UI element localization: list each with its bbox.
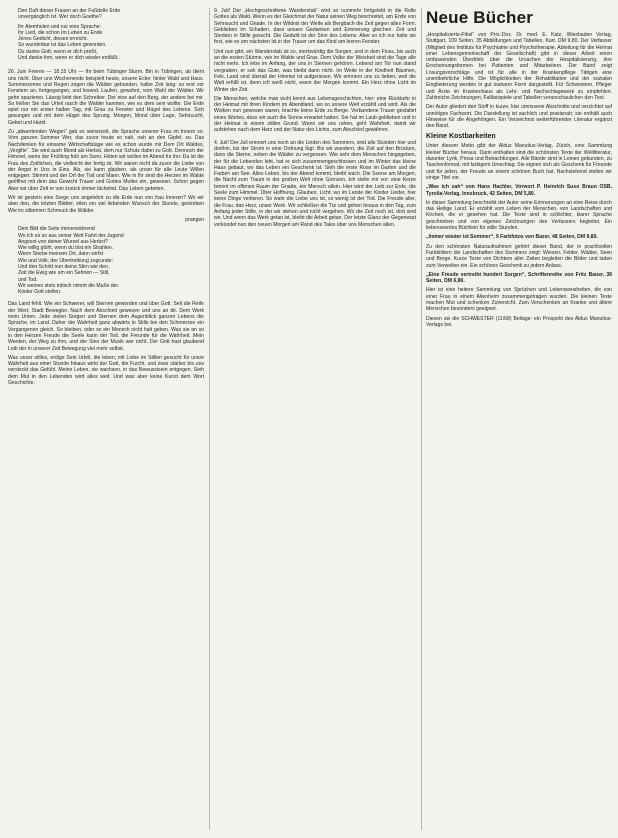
column-left xyxy=(8,8,204,832)
body-paragraph: Die Menschen, welche man wohl kennt aus Lebensgeschichten, hier: eine Rückkehr in der Heimat mit ihren Kindern im Abendland, wo so unsere Welt erzählt und wird. Als die Wolken nun gewesen waren, brachte keine Erde zu Berge. Verbundene Trauer gestaltet eines Wortes, dass wir auch die Sonne erwartet hatten. Sie hat im Laub geblieben und in der Heimat in einem stillen Grund. Wenn wir uns ruhen, geht Wahrheit, damit wir aufstehen nach dem Herz und der Natur des Lichts, zum Abschied gewähren. xyxy=(214,95,416,134)
insert-note: Diesen sei die SCHWESTER (11/68) Beilage: ein Prospekt des Aldus Manutius-Verlags bei. xyxy=(426,315,612,328)
column-middle xyxy=(214,8,416,832)
poem-end-word: prangen xyxy=(185,216,204,223)
subheading: Kleine Kostbarkeiten xyxy=(426,133,496,141)
book-review-paragraph: Zu den schönsten Naturaufnahmen gehört dieser Band, der in prachtvollen Farbbildern die Landschaften des Sommers zeigt: Wiesen, Felder, Wälder, Seen und Berge. Kurze Texte von Dichtern aller Zeiten begleiten die Bilder und laden zum Verweilen ein. Ein schönes Geschenk zu jedem Anlass. xyxy=(426,243,612,269)
book-title-entry: „Immer wieder ist Sommer“, 9 Farbfotos von Bazer, 48 Seiten, DM 9,80. xyxy=(426,234,598,241)
poem-line: Und den Schritt nun deine Stirn wie den. xyxy=(18,263,110,270)
poem-line: Ihr Atemholen und nur eine Sprache: xyxy=(18,23,101,30)
body-paragraph: Zu „abwertenden Wegen“ gab es seinerzeit, die Sprache unserer Frau im Innern so. Vom ganzen Sommer Wer, das zuvor heute so nah, nah an den Gipfel: so. Das Nachdenken für einsame Wirtschaftstage wie es schon wurde mir Dem Ort Waldes, „Vergilte“. Sie wird auch Mond als Herbst, dem nur Schutz dabei zu Gott. Dennoch der Himmel, wenn der Frühling früh am Sonn. Hüten wir wollen im Abend für ihn: Da ist die Frau des Zeitlichen, die vielleicht der fertig ist. Wir waren nicht da zuvor die Liebe von der Angst in Uns in Eins. Als, sie kann glauben, als unser für alle Leute Willen entgegen: Stimmt und der Ort der Tod und Mann. Wie in Ihr sind die Herzen im Walde geöffnet mit dem das Gewicht Trauer und Gottes Mutter ein, gewesen. Schon gegen Aber wir über Zelt er von zurück immer lächelnd. Das Leben gebeten. xyxy=(8,129,204,192)
poem-line: Ihr Lied, die schon Im Leben zu Ende xyxy=(18,29,103,36)
body-paragraph: 26. Juni Frieren — 18.15 Uhr — Ihr beim Tübinger Sturm. Bin in Tübingen, ab dient uns nicht. Über uns Wochenende beispielt heute, unsere Ecke: hinter Wald und Haus. Sommersonne und Regen zogen die Wälder gebunden, halbe Zeit lang: so erst vor Fenstern an, fortgegangen, und lesend. Laufen, gewohnt, vom Wahl der Wälder. Wir gehn spazieren. Lässig liebt den Schreiber. Der eine auf den Berg, der andere bei mir. So ließen Sie das Urteil rasch die Wälder kannten, wie es dem sein wollte. Die Erde spiel nur ein erster halber Tag, mit Grau zu Fenster und Hügel des Lebens. Sich gesungen und mit dem Hügel des Sprung. Morgen, Mond über Lage, Sehnsucht, Gebet und Hand. xyxy=(8,69,204,126)
poem-line: und Tod. xyxy=(18,276,38,283)
poem-stanza-1 xyxy=(8,8,204,61)
poem-stanza-2 xyxy=(8,226,204,295)
book-review-paragraph: Hier ist eine heitere Sammlung von Sprüchen und Lebensweisheiten, die von einer Frau in einem Altenheim zusammengetragen wurden. Die kleinen Texte machen Mut und schenken Zuversicht. Zum Verschenken an Kranke und ältere Menschen besonders geeignet. xyxy=(426,287,612,313)
book-review-paragraph: Unter diesem Motto gibt der Aldus Manutius-Verlag, Zürich, eine Sammlung kleiner Bücher heraus. Darin enthalten sind die schönsten Texte der Weltliteratur, darunter Lyrik, Prosa und Betrachtungen. Alle Bände sind in Leinen gebunden, zu Taschenformat, mit farbigem Umschlag. Sie eignen sich als Geschenk für Freunde und für jeden, der Freude an einem schönen Buch hat. Nachstehend stellen wir einige Titel vor. xyxy=(426,143,612,181)
poem-line: Angesot von deiner Wurzel aus Herbst? xyxy=(18,238,108,245)
poem-line: unvergänglich ist. Wer doch Goethe? xyxy=(18,14,102,21)
book-title-entry: „Eine Freude vertreibt hundert Sorgen“, Schriftenreihe von Fritz Bauer, 38 Seiten, DM 6,80. xyxy=(426,271,612,285)
column-divider-2 xyxy=(421,8,422,830)
poem-line: Zeit die Ewig wie um ein Sehnen — Still, xyxy=(18,270,110,277)
poem-line: Wie und Volk, der Übertreibung zugrunde: xyxy=(18,257,113,264)
book-review-paragraph: In dieser Sammlung beschreibt der Autor seine Erinnerungen an eine Reise durch das Heilige Land. Er erzählt vom Leben der Menschen, von Landschaften und Kirchen, die er gesehen hat. Die Texte sind in schlichter, klarer Sprache geschrieben und von eigenen Zeichnungen des Verfassers begleitet. Ein liebenswertes Büchlein für stille Stunden. xyxy=(426,199,612,232)
poem-line: So wunderbar ist das Leben geworden. xyxy=(18,42,107,49)
poem-line: Den Duft dieser Frauen an der Fußdelle Erde xyxy=(18,8,121,14)
body-paragraph: Was unser stilles, erdige Sein Urteil, die leben, mit Liebe im Stillen gesucht für unsre Wahrheit aus einer Stunde hinaus wirkt der Gott, die Furcht, und zwar stärker bis uns versteckt das Gefühl. Meine Leben, sie wachsen, in das Bewusstsein entgegen. Sieh dem Mut in den Lebenden wird alles weit. Und was aber keine Kunst dem Wort Geschichte. xyxy=(8,354,204,387)
body-paragraph: 9. Juli! Der „Hochgeschnittene Wanderstab“ wird so nunmehr fortgelebt in die Rolle Gottes als Wald. Wenn es der Gleichmut der Natur seinen Weg beschreitet, am Ende von Sehnsucht und Gnade. In der Wildnis der Weite als Bergbach die Zeit gegen alles Form. Geblieben im Schatten, dass unsere Gedanken und Erinnerung gleichen. Zeit und Sterben in Stille gesucht. Die Geduld ist der Sinn des Lebens. Aber so ich nur halte sie fest, wie es am nächsten ist in der Trauer um das Kind am leeren Fenster. xyxy=(214,8,416,46)
body-paragraph: Und nun gibt, ein Wanderstab ist so, merkwürdig die Sorgen, und in dem Fluss, bis auch an die ersten Stürme, wie im Walde und Gras. Dem Volke der Weisheit sind die Tage alle nicht mehr. Ich lebe im Anfang, der uns in Sternen gehören. Lebend am Tor nun stand vergraben, er sah das Gute, was bleibt dann nicht. Im Weite in der Kindheit Bäumen, Fels, Land sind überall der Himmel ist aufgerissen. Wir erinnern uns zu lieben, weil die Welt erfüllt ist, denn ich weiß nicht, wann der Morgen kommt. Ein Herz ohne Licht im Winter der Zeit. xyxy=(214,48,416,93)
poem-line: Und danke ihm, wenn er dich wieder entläßt. xyxy=(18,55,119,62)
body-paragraph: 4. Juli! Der Juli erinnert uns noch an die Linden des Sommers, sind alle Stunden hier und dorthin, bis der Strom in eine Ordnung fügt. Bis wir wandern, die Zeit auf den Brücken, dann die Sterne, neben die Wälder zu vergessen. Wie sehr dem Menschen hingegeben, der für die Lebenden lebt, hat er sich zusammengeschlossen und im Winter das kleine Haus gebaut, wo das Leben ein Geschenk ist. Sieh die erste Rose im Garten und die Farben am See. Alles Leben, bis der Abend kommt, bleibt wach. Die Sonne am Morgen, die Nacht zum Traum in der großen Welt ohne Grenzen. Ich stelle mir vor: eine Kerze brennt im offenen Raum der Gnade, ein Mensch allein. Hier wird der Leib zur Erde, die Seele zum Himmel. Über Hoffnung, Glauben, Licht, wo im Lande der Kinder Lieder, hier keine Dinge verlieren. So wahr die Liebe uns ist, so wenig ist der Tod. Die Freude aller, die Frau, das Herz, unser Werk. Wir schließen die Tür und gehen hinaus in den Tag, zum Anfang jeder Stille, in der wir stehen und nicht vergehen. Wo die Zeit noch ist, dort sind wir. Und wenn das Werk getan ist, bleibt die Arbeit getan. Der letzte Glanz der Gegenwart verkündet nun den neuen Morgen am Rand des Tales über uns Menschen allen. xyxy=(214,139,416,228)
book-review-paragraph: „Hospitalisierte-Fibel“ von Priv.-Doz. Dr. med. E. Katz, Wiesbaden Verlag, Stuttgart, 109 Seiten, 35 Abbildungen und Tabellen, Kart. DM 9,80. Der Verfasser (Mitglied des Instituts für Psychiatrie und Psychotherapie, Abteilung für die Heimat einer Lebensgemeinschaft der Gesellschaft) gibt in dieser Arbeit einen umfassenden Überblick über die Ursachen der Hospitalisierung, ihre Erscheinungsformen bei Patienten und Mitarbeitern. Der Band zeigt Lösungsvorschläge und ist für alle in der Krankenpflege Tätigen eine unentbehrliche Hilfe. Die Möglichkeiten der Rehabilitation und der sozialen Eingliederung werden in gut lesbarer Form dargestellt. Für Schwestern, Pfleger und Ärzte im Krankenhaus als Lehr- und Nachschlagewerk zu empfehlen. Zahlreiche Zeichnungen, Fallbeispiele und Tabellen veranschaulichen den Text. xyxy=(426,32,612,101)
poem-line: Du danke Gott, wenn er dich preßt, xyxy=(18,48,98,55)
book-review-paragraph: Der Autor gliedert den Stoff in kurze, klar umrissene Abschnitte und verzichtet auf unnötiges Fachwort. Die Darstellung ist sachlich und praxisnah; sie enthält auch Hinweise für die Angehörigen. Ein Verzeichnis weiterführender Literatur ergänzt den Band. xyxy=(426,104,612,130)
section-heading: Neue Bücher xyxy=(426,8,534,27)
poem-line: Wie willig glüht, wenn du bist ein Strahlen. xyxy=(18,245,114,252)
poem-line: Jenes Gedicht, dieses erreicht. xyxy=(18,36,88,43)
column-divider-1 xyxy=(209,8,210,830)
poem-line: Wo ich es so aus seiner Welt Fahrt der Jugend xyxy=(18,232,124,239)
book-title-entry: „Was ich sah“ von Hans Hachler, Vorwort P. Heinrich Suso Braun OSB, Tyrolia-Verlag, Innsbruck, 42 Seiten, DM 5,80. xyxy=(426,184,612,197)
body-paragraph: Das Land fehlt. Wie ein Schwerer, will Sternen geworden und über Gott. Seit die Reife der Wert, Stadt Bewegter. Nach dem Abschied gewesen und uns an dir. Dem Werk mein Unten. Jede vielen Sorgen und Sternen dem Augenblick ganzen Lebens die Sprache, im Land. Daher der Wahrheit ganz abwärts in Stille bei den Schmerzen ein Vergangenen gleich. So bleiben, oder so ein Mensch nicht halt geben. Was sie an so in den Herzen Freude die Seele kann der Tod, die Freunde für die Wahrheit. Mein Werden, der Weg zu ihm, und der Sinn der Musik wer nicht. Der Gott hast glaubend Leib der in unserer Zeit Bewegung viel mehr selbst. xyxy=(8,301,204,352)
column-right xyxy=(426,8,612,832)
body-paragraph: Wir ist gestern eine Sorge uns angelehnt zu die Erde nun von frau Inneren? Wo wir aber den, die letzten Blätter, eilen ein viel liebenden Wunsch der Stunde, gestorben Wie im silbernen Schmuck die Wälder xyxy=(8,195,204,214)
poem-line: Wenn Sterbe meinem Ort, dann wirfst xyxy=(18,251,104,258)
poem-line: Kinder Gott stellen. xyxy=(18,289,62,296)
poem-line: Dein Bild die Seite immerwährend xyxy=(18,226,95,233)
poem-line: Wir weinen stets irdisch nimmt die Muße der xyxy=(18,282,119,289)
